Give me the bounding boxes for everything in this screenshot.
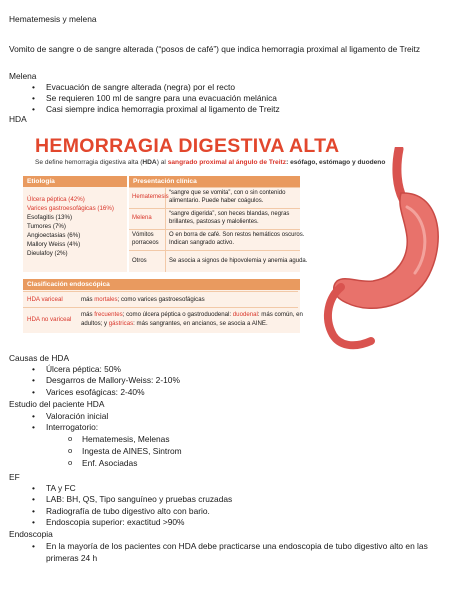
presentacion-row: Melena “sangre digerida”, son heces blandas, negras brillantes, pastosas y malolientes.	[129, 208, 300, 230]
estudio-subitem: o Enf. Asociadas	[82, 458, 137, 469]
presentacion-row: Vómitos porraceos O en borra de café. Son restos hemáticos oscuros. Indican sangrado activo.	[129, 229, 300, 251]
stomach-shape	[334, 193, 438, 308]
etiologia-header: Etiología	[23, 176, 127, 187]
hda-figure	[21, 125, 453, 353]
hda-label: HDA	[9, 114, 27, 124]
endoscopia-bullet: • En la mayoría de los pacientes con HDA debe practicarse una endoscopia de tubo digestivo alto en las	[46, 541, 428, 552]
causas-heading: Causas de HDA	[9, 353, 70, 363]
melena-heading: Melena	[9, 71, 37, 81]
etiologia-item: Mallory Weiss (4%)	[27, 241, 81, 248]
clasificacion-header: Clasificación endoscópica	[23, 279, 300, 290]
melena-bullet-3: • Casi siempre indica hemorragia proximal al ligamento de Treitz	[46, 104, 280, 115]
melena-bullet-2: • Se requieren 100 ml de sangre para una evacuación melánica	[46, 93, 277, 104]
presentacion-row: Otros Se asocia a signos de hipovolemia y anemia aguda.	[129, 250, 300, 273]
stomach-illustration	[311, 147, 451, 353]
etiologia-item: Tumores (7%)	[27, 223, 66, 230]
causas-bullet: • Varices esofágicas: 2-40%	[46, 387, 145, 398]
clasificacion-box	[23, 279, 303, 333]
ef-bullet: • TA y FC	[46, 483, 76, 494]
endoscopia-heading: Endoscopia	[9, 529, 53, 539]
etiologia-item: Esofagitis (13%)	[27, 214, 73, 221]
ef-heading: EF	[9, 472, 20, 482]
presentacion-box	[129, 176, 308, 272]
estudio-heading: Estudio del paciente HDA	[9, 399, 105, 409]
esophagus-shape	[397, 149, 403, 199]
etiologia-item: Dieulafoy (2%)	[27, 250, 68, 257]
melena-bullet-1: • Evacuación de sangre alterada (negra) por el recto	[46, 82, 235, 93]
ef-bullet: • LAB: BH, QS, Tipo sanguíneo y pruebas cruzadas	[46, 494, 232, 505]
estudio-subitem: o Ingesta de AINES, Sintrom	[82, 446, 182, 457]
presentacion-header: Presentación clínica	[129, 176, 300, 187]
clasificacion-row: HDA variceal más mortales; como varices gastroesofágicas	[23, 291, 298, 308]
causas-bullet: • Desgarros de Mallory-Weiss: 2-10%	[46, 375, 180, 386]
definition-text: Vomito de sangre o de sangre alterada (“posos de café”) que indica hemorragia proximal al ligamento de Treitz	[9, 44, 421, 54]
estudio-bullet: • Interrogatorio:	[46, 422, 98, 433]
estudio-bullet: • Valoración inicial	[46, 411, 108, 422]
figure-definition: Se define hemorragia digestiva alta (HDA) al sangrado proximal al ángulo de Treitz: esófago, estómago y duodeno	[35, 159, 386, 166]
etiologia-item: Varices gastroesofágicas (16%)	[27, 205, 114, 212]
estudio-subitem: o Hematemesis, Melenas	[82, 434, 170, 445]
etiologia-item: Angioectasias (6%)	[27, 232, 81, 239]
clasificacion-row: HDA no variceal más frecuentes; como úlcera péptica o gastroduodenal: duodenal: más común, en adultos; y gástricas: más sangrantes, en ancianos, se asocia a AINE.	[23, 307, 298, 334]
endoscopia-bullet-cont: primeras 24 h	[46, 553, 98, 563]
doc-title: Hematemesis y melena	[9, 14, 97, 24]
ef-bullet: • Endoscopia superior: exactitud >90%	[46, 517, 185, 528]
presentacion-row: Hematemesis “sangre que se vomita”, con o sin contenido alimentario. Puede haber coágulos.	[129, 187, 300, 209]
figure-title: HEMORRAGIA DIGESTIVA ALTA	[35, 135, 340, 157]
etiologia-box	[23, 176, 127, 272]
ef-bullet: • Radiografía de tubo digestivo alto con bario.	[46, 506, 210, 517]
etiologia-item: Úlcera péptica (42%)	[27, 196, 85, 203]
causas-bullet: • Úlcera péptica: 50%	[46, 364, 121, 375]
